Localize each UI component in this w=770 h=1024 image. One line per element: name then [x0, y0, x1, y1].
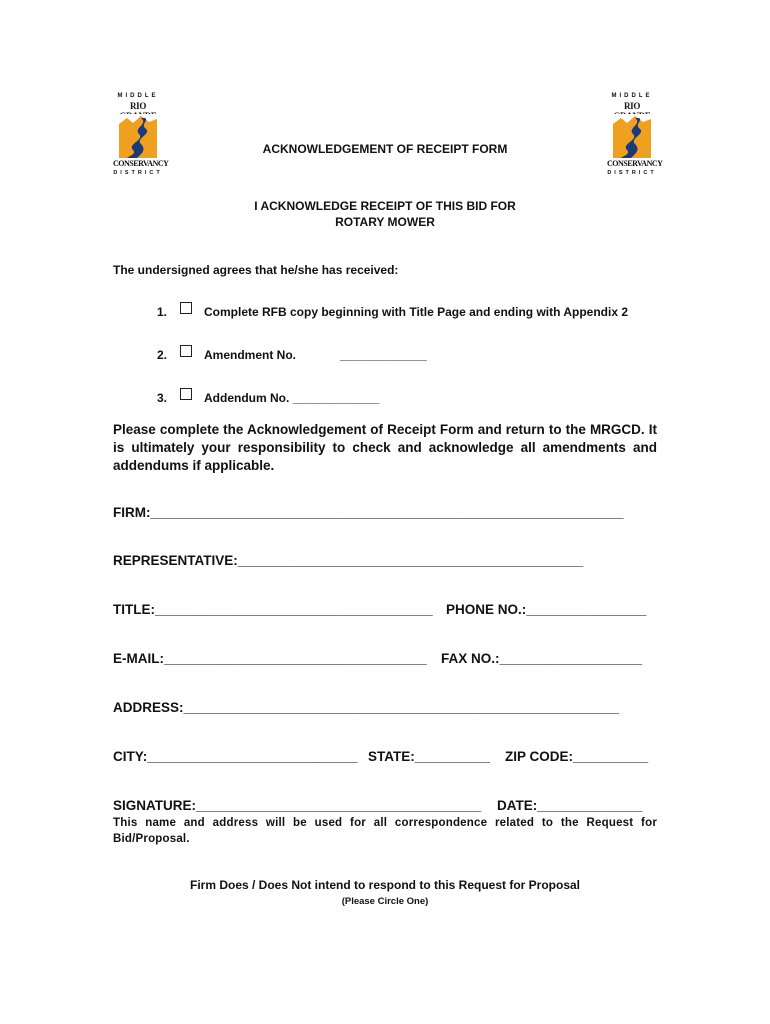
intent-statement[interactable]: Firm Does / Does Not intend to respond to this Request for Proposal [189, 878, 581, 892]
form-subtitle-line1: I ACKNOWLEDGE RECEIPT OF THIS BID FOR [254, 199, 516, 213]
intro-text: The undersigned agrees that he/she has received: [113, 263, 399, 277]
logo-text-district: DISTRICT [607, 170, 657, 176]
logo-text-conservancy: CONSERVANCY [113, 159, 169, 168]
item-number-1: 1. [157, 305, 168, 319]
item-text-rfb-copy: Complete RFB copy beginning with Title Page and ending with Appendix 2 [204, 305, 629, 319]
district-logo-left [113, 93, 169, 183]
district-logo-right [607, 93, 663, 183]
checkbox-addendum[interactable] [180, 388, 192, 400]
address-field[interactable]: ADDRESS:__________________________________________________________ [113, 700, 619, 715]
firm-field[interactable]: FIRM:_______________________________________________________________ [113, 505, 624, 520]
phone-field[interactable]: PHONE NO.:________________ [446, 602, 647, 617]
form-title: ACKNOWLEDGEMENT OF RECEIPT FORM [262, 142, 508, 156]
fax-field[interactable]: FAX NO.:___________________ [441, 651, 643, 666]
zip-code-field[interactable]: ZIP CODE:__________ [505, 749, 649, 764]
item-number-3: 3. [157, 391, 168, 405]
circle-instruction: (Please Circle One) [341, 896, 429, 907]
state-field[interactable]: STATE:__________ [368, 749, 490, 764]
item-text-addendum[interactable]: Addendum No. _____________ [204, 391, 380, 405]
title-field[interactable]: TITLE:_____________________________________ [113, 602, 433, 617]
checkbox-rfb-copy[interactable] [180, 302, 192, 314]
amendment-number-field[interactable]: _____________ [340, 348, 427, 362]
form-subtitle-line2: ROTARY MOWER [335, 215, 435, 229]
checkbox-amendment[interactable] [180, 345, 192, 357]
item-text-amendment: Amendment No. [204, 348, 297, 362]
correspondence-note: This name and address will be used for all correspondence related to the Request for Bid/Proposal. [113, 817, 657, 845]
instruction-paragraph: Please complete the Acknowledgement of Receipt Form and return to the MRGCD. It is ultimately your responsibility to check and acknowledge all amendments and addendums if applicable. [113, 422, 657, 473]
logo-text-rio-grande: RIO [623, 101, 641, 111]
email-field[interactable]: E-MAIL:___________________________________ [113, 651, 427, 666]
logo-text-middle: MIDDLE [117, 93, 159, 99]
signature-field[interactable]: SIGNATURE:______________________________________ [113, 798, 482, 813]
city-field[interactable]: CITY:____________________________ [113, 749, 358, 764]
representative-field[interactable]: REPRESENTATIVE:______________________________________________ [113, 553, 584, 568]
logo-text-middle: MIDDLE [611, 93, 653, 99]
logo-text-district: DISTRICT [113, 170, 163, 176]
item-number-2: 2. [157, 348, 168, 362]
logo-text-rio-grande: RIO [129, 101, 147, 111]
logo-text-conservancy: CONSERVANCY [607, 159, 663, 168]
date-field[interactable]: DATE:______________ [497, 798, 643, 813]
